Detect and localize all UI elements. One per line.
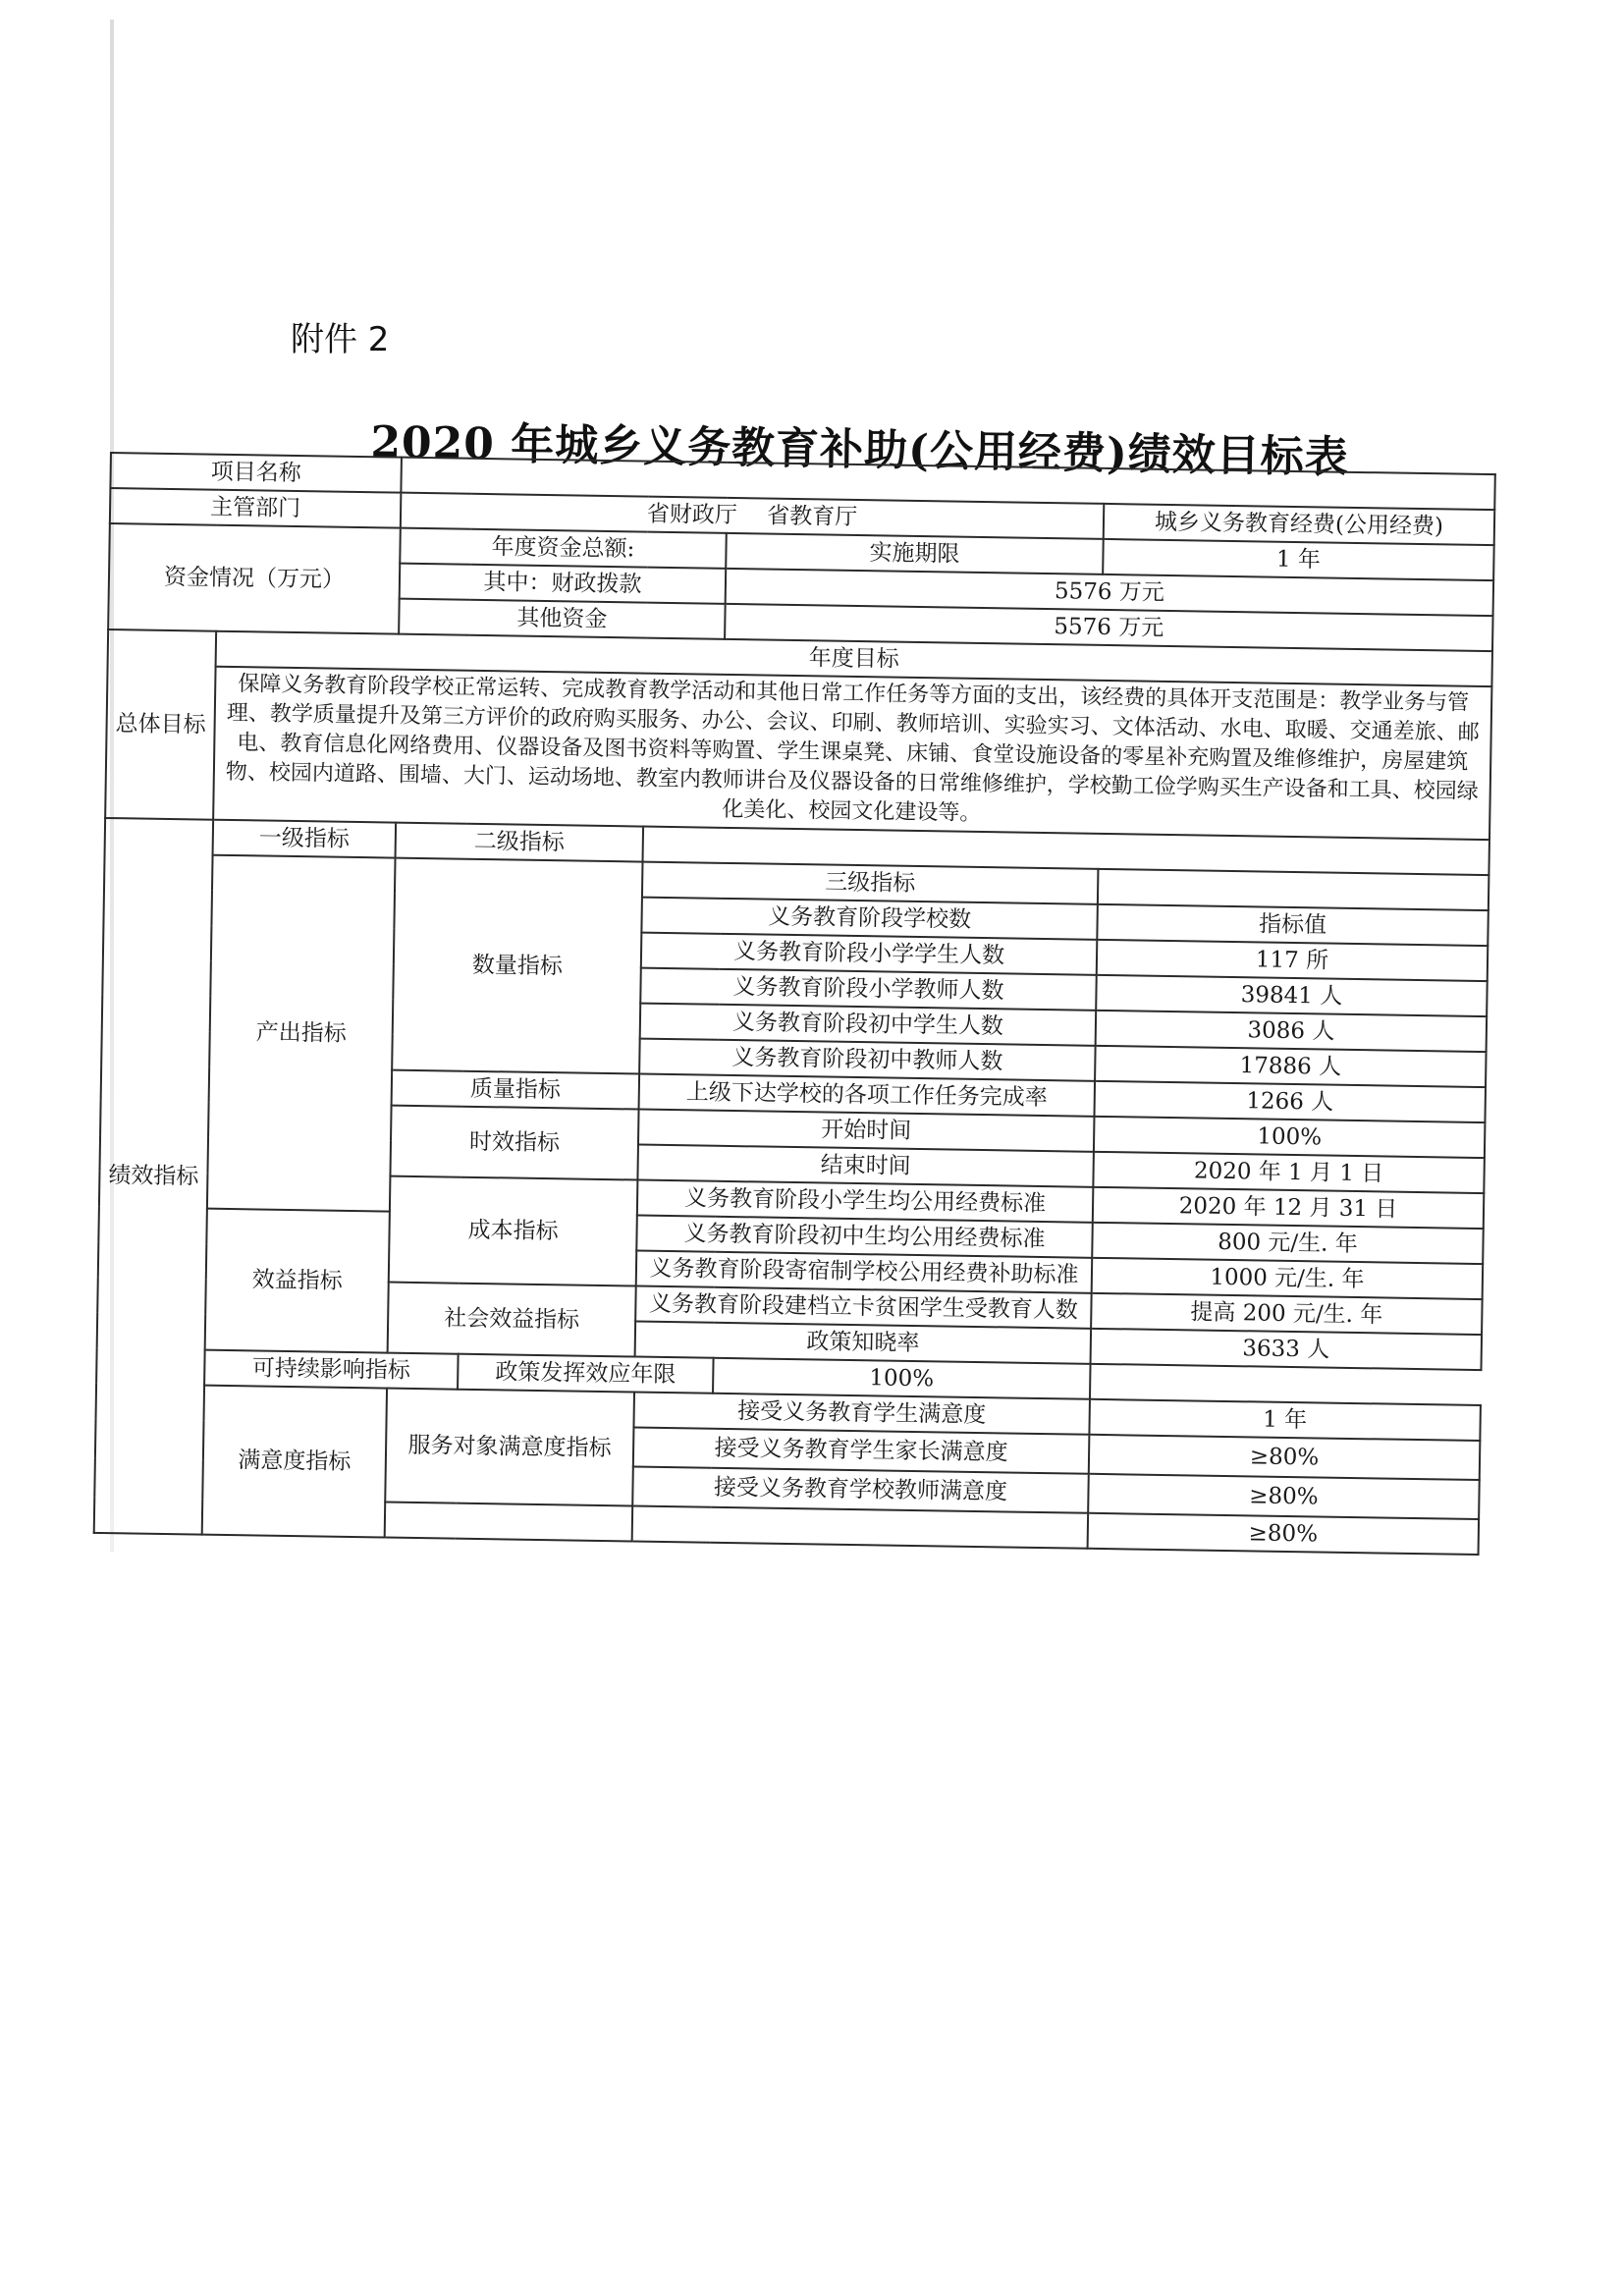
indicator-value: 2020 年 1 月 1 日 [1093, 1152, 1485, 1193]
performance-table [93, 452, 1496, 1556]
fiscal-value: 5576 万元 [726, 569, 1493, 616]
sub-social: 社会效益指标 [388, 1283, 636, 1357]
cat-benefit: 效益指标 [205, 1209, 390, 1353]
sub-quality: 质量指标 [392, 1070, 640, 1110]
level1-header: 一级指标 [213, 820, 397, 858]
department-value: 省财政厅 省教育厅 [401, 493, 1104, 539]
indicator-name: 政策知晓率 [635, 1322, 1092, 1364]
indicator-name: 义务教育阶段初中生均公用经费标准 [636, 1216, 1093, 1258]
indicator-name: 接受义务教育学生家长满意度 [633, 1428, 1090, 1474]
document-title: 2020 年城乡义务教育补助(公用经费)绩效目标表 [370, 416, 1350, 483]
indicator-name: 接受义务教育学校教师满意度 [632, 1466, 1089, 1512]
indicator-value: 3633 人 [1091, 1329, 1483, 1370]
indicator-name: 义务教育阶段建档立卡贫困学生受教育人数 [635, 1286, 1092, 1329]
annual-goal-text: 保障义务教育阶段学校正常运转、完成教育教学活动和其他日常工作任务等方面的支出，该经费的具体开支范围是：教学业务与管理、教学质量提升及第三方评价的政府购买服务、办公、会议、印刷、教师培训、实验实习、文体活动、水电、取暖、交通差旅、邮电、教育信息化网络费用、仪器设备及图书资料等购置、学生课桌凳、床铺、食堂设施设备的零星补充购置及维修维护，房屋建筑物、校园内道路、围墙、大门、运动场地、教室内教师讲台及仪器设备的日常维修维护，学校勤工俭学购买生产设备和工具、校园绿化美化、校园文化建设等。 [213, 667, 1491, 840]
indicator-value: 提高 200 元/生. 年 [1091, 1293, 1483, 1335]
indicator-name: 义务教育阶段小学学生人数 [641, 933, 1098, 975]
indicator-value: ≥80% [1089, 1435, 1481, 1480]
period-label: 实施期限 [726, 533, 1104, 574]
department-label: 主管部门 [110, 488, 402, 528]
indicator-name: 义务教育阶段初中学生人数 [640, 1004, 1097, 1046]
indicator-value: 800 元/生. 年 [1092, 1223, 1484, 1264]
project-name-label: 项目名称 [110, 453, 402, 493]
indicator-name: 义务教育阶段寄宿制学校公用经费补助标准 [636, 1251, 1093, 1293]
sub-cost: 成本指标 [389, 1176, 638, 1286]
funds-label: 资金情况（万元） [108, 523, 401, 634]
sub-quantity: 数量指标 [392, 858, 642, 1074]
indicator-name: 政策发挥效应年限 [458, 1354, 714, 1394]
indicator-value: 1 年 [1089, 1399, 1481, 1441]
level3-header: 三级指标 [642, 862, 1099, 904]
indicator-name: 接受义务教育学生满意度 [633, 1393, 1090, 1435]
indicator-value: 117 所 [1097, 940, 1489, 981]
other-funds-value: 5576 万元 [725, 604, 1492, 651]
value-header: 指标值 [1097, 904, 1489, 946]
sub-sustain: 可持续影响指标 [204, 1350, 459, 1390]
annual-goal-header: 年度目标 [216, 631, 1492, 686]
indicator-value: 17886 人 [1095, 1046, 1487, 1087]
performance-target-sheet [93, 452, 1494, 1556]
indicator-name: 义务教育阶段学校数 [641, 898, 1098, 940]
indicator-name: 上级下达学校的各项工作任务完成率 [639, 1074, 1096, 1117]
other-funds-label: 其他资金 [399, 599, 726, 639]
indicator-value: 1000 元/生. 年 [1092, 1258, 1484, 1299]
department-program: 城乡义务教育经费(公用经费) [1104, 504, 1495, 545]
sub-timeliness: 时效指标 [390, 1106, 638, 1180]
indicator-value: 100% [1094, 1117, 1486, 1158]
level2-header: 二级指标 [396, 823, 644, 862]
indicator-value: 2020 年 12 月 31 日 [1093, 1187, 1485, 1229]
overall-goal-label: 总体目标 [105, 629, 216, 820]
indicator-value: 100% [713, 1358, 1091, 1399]
indicator-value: 3086 人 [1096, 1011, 1488, 1052]
indicator-name: 结束时间 [637, 1145, 1094, 1187]
indicator-name: 义务教育阶段小学教师人数 [640, 968, 1097, 1011]
indicator-name: 义务教育阶段小学生均公用经费标准 [637, 1180, 1094, 1223]
cat-satisfaction: 满意度指标 [202, 1386, 387, 1538]
fiscal-label: 其中：财政拨款 [400, 564, 727, 604]
indicators-label: 绩效指标 [94, 818, 213, 1535]
indicator-value: ≥80% [1088, 1474, 1480, 1519]
cat-output: 产出指标 [207, 855, 396, 1212]
annual-total-label: 年度资金总额: [400, 528, 727, 569]
indicator-name: 义务教育阶段初中教师人数 [639, 1039, 1096, 1081]
period-value: 1 年 [1103, 539, 1494, 580]
indicator-value: ≥80% [1088, 1513, 1480, 1555]
indicator-value: 39841 人 [1096, 975, 1488, 1016]
row-overall-text [105, 665, 1491, 840]
attachment-label: 附件 2 [291, 320, 390, 359]
indicator-value: 1266 人 [1094, 1081, 1486, 1122]
sub-service: 服务对象满意度指标 [385, 1389, 634, 1506]
indicator-name: 开始时间 [638, 1110, 1095, 1152]
